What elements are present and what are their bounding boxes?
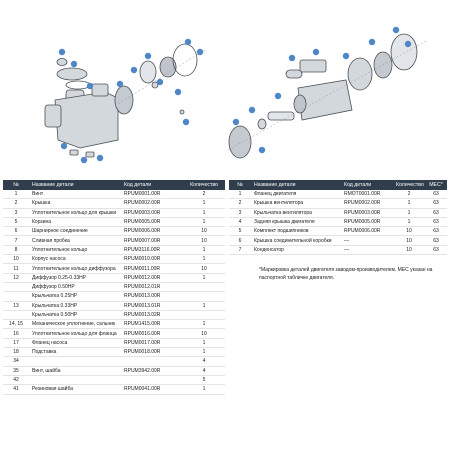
part-code: RPUM0010.00R [121,255,183,264]
part-mec: 63 [425,199,447,208]
screw [180,110,184,114]
drain-plug [70,150,78,155]
part-name: Фланец двигателя [251,190,341,199]
col-header-mec: MEC* [425,180,447,190]
callout-11 [61,143,67,149]
pump-parts-header-row [3,180,225,190]
col-header-quantity: Количество [183,180,225,190]
part-code [121,375,183,384]
table-row [3,199,225,208]
part-mec: 63 [425,227,447,236]
motor-body [298,80,352,120]
part-code: RPUM1415.00R [121,320,183,329]
part-name: Уплотнительное кольцо для крышки [29,208,121,217]
part-number: 34 [3,357,29,366]
part-name: Крышка соединительной коробки [251,236,341,245]
part-name: Уплотнительное кольцо для фланца [29,329,121,338]
part-quantity: 1 [183,199,225,208]
part-quantity: 1 [183,385,225,394]
part-number: 35 [3,366,29,375]
part-number: 1 [3,190,29,199]
bearing-small [258,119,266,129]
part-number: 3 [229,208,251,217]
part-quantity: 1 [183,208,225,217]
callout-10 [183,119,189,125]
pump-outlet [92,84,108,96]
part-quantity: 1 [183,348,225,357]
part-quantity: 1 [393,217,425,226]
motor-marking-note: *Маркировка деталей двигателя заводом-производителем. MEC указан на паспортной табличке двигателя. [259,267,433,281]
table-row [3,273,225,282]
part-code: RPUM0017.00R [121,338,183,347]
table-row [3,282,225,291]
col-header-quantity: Количество [393,180,425,190]
part-quantity: 2 [393,190,425,199]
part-code: RPUM0041.00R [121,385,183,394]
part-quantity: 1 [183,217,225,226]
part-quantity: 5 [183,375,225,384]
part-name: Сливная пробка [29,236,121,245]
part-number: 5 [229,227,251,236]
part-name: Уплотнительное кольцо диффузора [29,264,121,273]
table-row [3,264,225,273]
part-number: 10 [3,255,29,264]
part-number: 17 [3,338,29,347]
part-mec: 63 [425,190,447,199]
part-quantity: 4 [183,366,225,375]
pump-inlet [45,105,61,127]
part-quantity: 2 [183,190,225,199]
part-quantity: 1 [183,301,225,310]
part-code: RPUM0002.00R [341,199,393,208]
table-row [3,236,225,245]
motor-parts-header-row [229,180,447,190]
table-row [3,348,225,357]
part-name: Корпус насоса [29,255,121,264]
part-code: RPUM0011.00R [121,264,183,273]
callout-m3 [275,93,281,99]
part-code: RPUM0018.00R [121,348,183,357]
part-number: 12 [3,273,29,282]
drain-plug-2 [86,152,94,157]
pump-assembly-drawing [45,44,197,157]
part-quantity: 1 [393,199,425,208]
part-number: 3 [3,208,29,217]
table-row [3,320,225,329]
callout-3 [87,83,93,89]
motor-flange [229,126,251,158]
part-number: 7 [3,236,29,245]
part-mec: 63 [425,236,447,245]
table-row [3,292,225,301]
callout-9 [175,89,181,95]
part-code: RPUM0013.02R [121,310,183,319]
part-name: Винт, шайба [29,366,121,375]
table-row [229,227,447,236]
flange-o-ring [173,44,197,76]
table-row [3,208,225,217]
part-number: 14, 15 [3,320,29,329]
part-code: — [341,245,393,254]
callout-14 [157,79,163,85]
part-number: 18 [3,348,29,357]
part-name: Фланец насоса [29,338,121,347]
part-code: RPUM0012.00R [121,273,183,282]
table-row [3,227,225,236]
fan-impeller [374,52,392,78]
table-row [3,338,225,347]
part-code: RPUM0013.00R [121,292,183,301]
part-name: Комплект подшипников [251,227,341,236]
part-code: RPUM0016.00R [121,329,183,338]
part-number: 8 [3,245,29,254]
callout-13 [97,155,103,161]
part-code: RPUM0007.00R [121,236,183,245]
impeller [160,57,176,77]
part-mec: 63 [425,245,447,254]
pump-lid-knob [57,59,67,66]
lid-o-ring [66,81,90,89]
table-row [3,217,225,226]
part-code: RPUM0006.00R [341,227,393,236]
part-quantity [183,310,225,319]
table-row [3,375,225,384]
part-code: RPUM0005.00R [341,217,393,226]
part-name: Диффузор 0.50HP [29,282,121,291]
part-number: 42 [3,375,29,384]
rear-cover [348,58,372,90]
part-quantity [183,282,225,291]
part-code: RPUM0013.01R [121,301,183,310]
part-number: 13 [3,301,29,310]
part-name: Корзина [29,217,121,226]
part-number: 11 [3,264,29,273]
table-row [3,255,225,264]
part-quantity: 10 [393,245,425,254]
col-header-part-code: Код детали [341,180,393,190]
table-row [3,190,225,199]
part-mec: 63 [425,208,447,217]
part-number: 1 [229,190,251,199]
part-code: RPUM0001.00R [121,190,183,199]
part-name: Шарнирное соединение [29,227,121,236]
part-code: RPUM0012.01R [121,282,183,291]
table-row [3,357,225,366]
part-quantity: 1 [183,245,225,254]
part-quantity: 1 [183,273,225,282]
callout-m10 [259,147,265,153]
part-name: Механическое уплотнение, сальник [29,320,121,329]
table-row [3,366,225,375]
callout-7 [185,39,191,45]
part-quantity: 1 [183,320,225,329]
part-name: Крыльчатка вентилятора [251,208,341,217]
part-code: RMOT0001.00R [341,190,393,199]
part-number: 16 [3,329,29,338]
part-quantity [183,292,225,301]
part-mec: 63 [425,217,447,226]
part-name: Крыльчатка 0.50HP [29,310,121,319]
part-code [121,357,183,366]
callout-m7 [369,39,375,45]
callout-8 [197,49,203,55]
part-quantity: 10 [183,329,225,338]
callout-m8 [393,27,399,33]
part-code: RPUM0005.00R [121,217,183,226]
part-number: 6 [229,236,251,245]
part-quantity: 4 [183,357,225,366]
motor-shaft [268,112,294,120]
part-name: Подставка [29,348,121,357]
part-code: — [341,236,393,245]
table-row [3,301,225,310]
pump-lid [57,68,87,80]
part-number: 5 [3,217,29,226]
part-number [3,292,29,301]
part-name: Крыльчатка 0.25HP [29,292,121,301]
part-code: RPUM0003.00R [121,208,183,217]
part-name: Конденсатор [251,245,341,254]
callout-4 [117,81,123,87]
table-row [3,329,225,338]
part-quantity: 10 [183,227,225,236]
part-quantity: 1 [183,338,225,347]
fan-cover [391,34,417,70]
callout-m4 [289,55,295,61]
part-number [3,282,29,291]
part-code: RPUM3116.00R [121,245,183,254]
exploded-parts-diagram [0,0,450,175]
part-name: Крышка [29,199,121,208]
col-header-part-name: Название детали [29,180,121,190]
part-name [29,375,121,384]
callout-m1 [233,119,239,125]
col-header-number: № [3,180,29,190]
motor-assembly-drawing [229,34,417,158]
part-quantity: 10 [183,264,225,273]
table-row [229,217,447,226]
pump-flange [115,86,133,114]
capacitor [286,70,302,78]
col-header-part-name: Название детали [251,180,341,190]
col-header-number: № [229,180,251,190]
part-number: 6 [3,227,29,236]
part-quantity: 10 [393,227,425,236]
table-row [229,199,447,208]
part-name: Винт [29,190,121,199]
part-name: Диффузор 0.25-0.33HP [29,273,121,282]
part-number [3,310,29,319]
callout-m6 [343,53,349,59]
part-quantity: 1 [393,208,425,217]
callout-m2 [249,107,255,113]
part-name: Уплотнительное кольцо [29,245,121,254]
callout-12 [81,157,87,163]
part-name [29,357,121,366]
pump-parts-table [3,180,225,395]
part-code: RPUM0002.00R [121,199,183,208]
motor-bearing [294,95,306,113]
callout-2 [71,61,77,67]
table-row [229,245,447,254]
callout-6 [145,53,151,59]
part-name: Резиновая шайба [29,385,121,394]
callout-1 [59,49,65,55]
table-row [3,310,225,319]
part-code: RPUM3942.00R [121,366,183,375]
part-number: 7 [229,245,251,254]
part-quantity: 10 [183,236,225,245]
part-code: RPUM0006.00R [121,227,183,236]
table-row [3,245,225,254]
table-row [229,236,447,245]
part-code: RPUM0003.00R [341,208,393,217]
col-header-part-code: Код детали [121,180,183,190]
callout-m5 [313,49,319,55]
terminal-box-cover [300,60,326,72]
table-row [229,208,447,217]
motor-parts-table [229,180,447,255]
table-row [229,190,447,199]
part-number: 2 [229,199,251,208]
part-name: Задняя крышка двигателя [251,217,341,226]
callout-m9 [405,41,411,47]
part-name: Крыльчатка 0.33HP [29,301,121,310]
part-name: Крышка вентилятора [251,199,341,208]
pump-body [55,92,118,148]
diffuser [140,61,156,83]
part-number: 2 [3,199,29,208]
table-row [3,385,225,394]
callout-5 [131,67,137,73]
part-number: 4 [229,217,251,226]
part-number: 41 [3,385,29,394]
part-quantity: 10 [393,236,425,245]
part-quantity: 1 [183,255,225,264]
